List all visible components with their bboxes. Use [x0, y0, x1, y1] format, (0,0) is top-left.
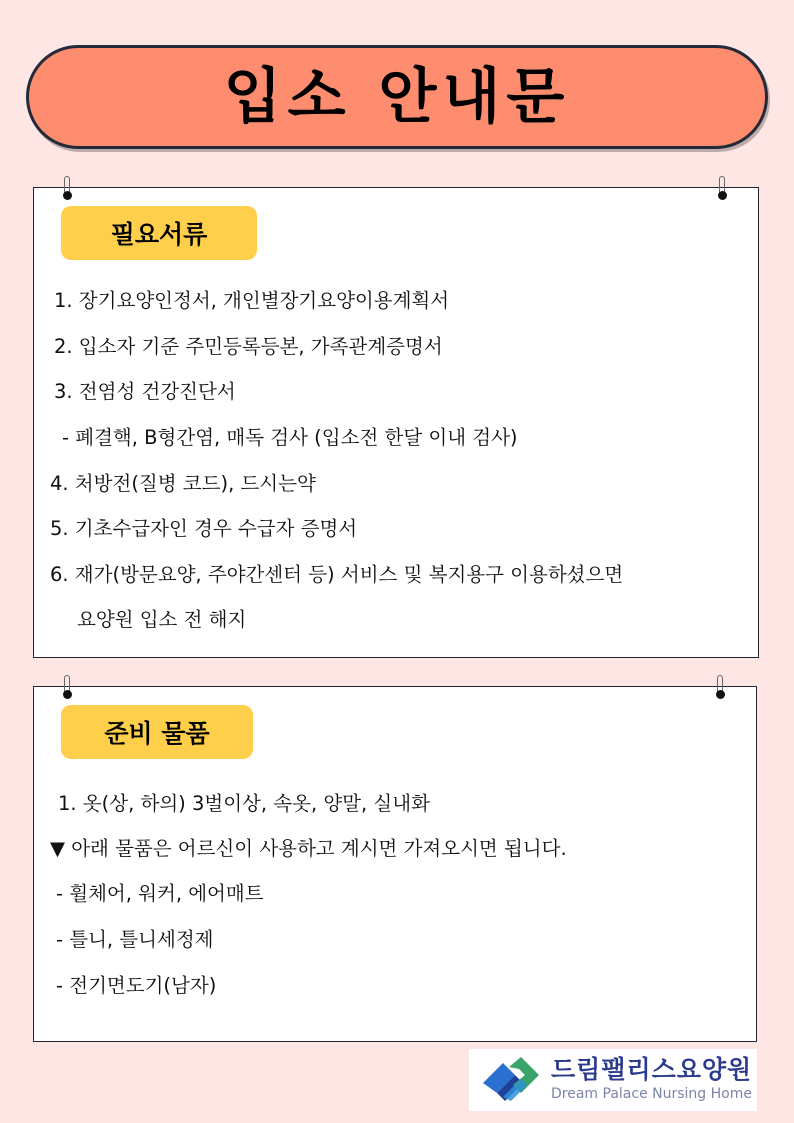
pin-icon — [713, 675, 727, 703]
list-item: 1. 장기요양인정서, 개인별장기요양이용계획서 — [54, 289, 450, 312]
title-banner — [26, 45, 768, 149]
list-item: ▼ 아래 물품은 어르신이 사용하고 계시면 가져오시면 됩니다. — [50, 837, 567, 860]
logo-subtitle: Dream Palace Nursing Home — [551, 1086, 752, 1102]
logo-name: 드림팰리스요양원 — [551, 1055, 753, 1084]
items-card — [33, 686, 757, 1042]
pin-icon — [715, 176, 729, 204]
list-item: - 틀니, 틀니세정제 — [56, 928, 214, 951]
list-item: 4. 처방전(질병 코드), 드시는약 — [50, 472, 316, 495]
list-item: 3. 전염성 건강진단서 — [54, 380, 236, 403]
list-item: 6. 재가(방문요양, 주야간센터 등) 서비스 및 복지용구 이용하셨으면 — [50, 563, 624, 586]
documents-card — [33, 187, 759, 658]
list-item: 1. 옷(상, 하의) 3벌이상, 속옷, 양말, 실내화 — [58, 792, 430, 815]
list-item: - 휠체어, 워커, 에어매트 — [56, 882, 264, 905]
pin-icon — [60, 176, 74, 204]
page-title: 입소 안내문 — [223, 62, 571, 132]
list-item: 5. 기초수급자인 경우 수급자 증명서 — [50, 517, 358, 540]
list-item: 요양원 입소 전 해지 — [77, 608, 247, 631]
list-item: - 폐결핵, B형간염, 매독 검사 (입소전 한달 이내 검사) — [62, 426, 518, 449]
section-heading-items: 준비 물품 — [61, 705, 253, 759]
list-item: - 전기면도기(남자) — [56, 974, 217, 997]
list-item: 2. 입소자 기준 주민등록등본, 가족관계증명서 — [54, 335, 443, 358]
pin-icon — [60, 675, 74, 703]
section-heading-documents: 필요서류 — [61, 206, 257, 260]
organization-logo — [469, 1049, 757, 1111]
heart-logo-icon — [473, 1053, 545, 1107]
